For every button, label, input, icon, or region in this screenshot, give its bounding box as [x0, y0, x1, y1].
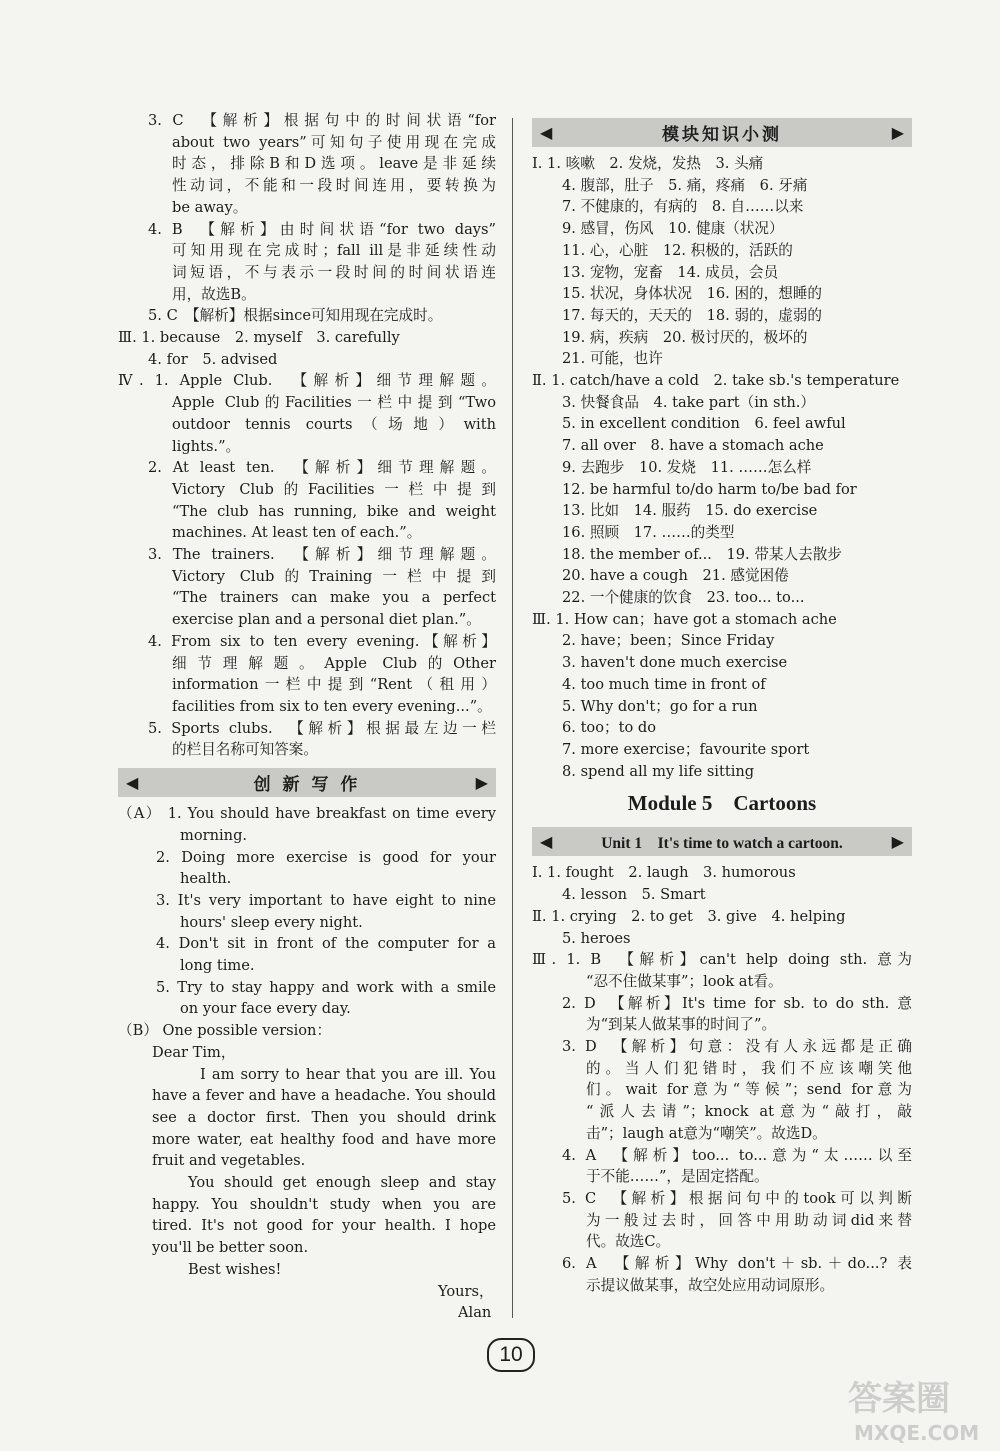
text-line: 9. 去跑步 10. 发烧 11. ……怎么样 [562, 458, 812, 476]
text-line: 6. A 【解析】Why don't＋sb.＋do...? 表 [562, 1255, 912, 1273]
text-line: 时态，排除B和D选项。leave是非延续 [172, 155, 496, 173]
triangle-right-icon: ▶ [475, 773, 488, 793]
text-line: 4. B 【解析】由时间状语“for two days” [148, 220, 496, 238]
text-line: 4. too much time in front of [562, 675, 766, 693]
section-banner-quiz [532, 118, 912, 147]
answers-section-top [118, 110, 496, 761]
text-line: 5. C 【解析】根据问句中的took可以判断 [562, 1189, 912, 1207]
text-line: （B） One possible version： [118, 1022, 332, 1040]
text-line: you'll be better soon. [152, 1239, 309, 1257]
text-line: 5. in excellent condition 6. feel awful [562, 415, 846, 433]
text-line: Ⅰ. 1. fought 2. laugh 3. humorous [532, 864, 796, 882]
text-line: 5. heroes [562, 929, 631, 947]
text-line: 2. D 【解析】It's time for sb. to do sth. 意 [562, 994, 912, 1012]
banner-title: 创 新 写 作 [253, 775, 361, 796]
text-line: （A） 1. You should have breakfast on time every [118, 805, 496, 823]
unit-answers [532, 862, 912, 1296]
writing-section [118, 803, 496, 1324]
text-line: 17. 每天的，天天的 18. 弱的，虚弱的 [562, 306, 823, 324]
svg-text:答案圈: 答案圈 [848, 1379, 950, 1419]
text-line: health. [180, 870, 232, 888]
text-line: Ⅲ. 1. How can；have got a stomach ache [532, 610, 837, 628]
text-line: 4. A 【解析】too... to...意为“太……以至 [562, 1146, 912, 1164]
text-line: 4. for 5. advised [148, 350, 278, 368]
text-line: 的。当人们犯错时，我们不应该嘲笑他 [586, 1059, 912, 1077]
text-line: on your face every day. [180, 1000, 351, 1018]
text-line: I am sorry to hear that you are ill. You [200, 1065, 496, 1083]
text-line: 为“到某人做某事的时间了”。 [586, 1016, 777, 1034]
text-line: lights.”。 [172, 437, 241, 455]
text-line: 20. have a cough 21. 感觉困倦 [562, 567, 789, 585]
text-line: 词短语，不与表示一段时间的时间状语连 [172, 263, 496, 281]
text-line: 3. D 【解析】句意：没有人永远都是正确 [562, 1038, 912, 1056]
text-line: 3. The trainers. 【解析】细节理解题。 [148, 546, 496, 564]
text-line: 性动词，不能和一段时间连用，要转换为 [172, 177, 496, 195]
text-line: 7. all over 8. have a stomach ache [562, 437, 824, 455]
text-line: 11. 心，心脏 12. 积极的，活跃的 [562, 241, 793, 259]
text-line: You should get enough sleep and stay [188, 1174, 496, 1192]
text-line: 22. 一个健康的饮食 23. too... to... [562, 589, 805, 607]
text-line: 们。wait for意为“等候”；send for意为 [586, 1081, 912, 1099]
text-line: Yours， [438, 1282, 494, 1300]
text-line: 8. spend all my life sitting [562, 762, 755, 780]
text-line: 6. too；to do [562, 719, 657, 737]
quiz-answers [532, 153, 912, 782]
text-line: 5. Why don't；go for a run [562, 697, 758, 715]
text-line: 示提议做某事，故空处应用动词原形。 [586, 1276, 835, 1294]
text-line: 19. 病，疾病 20. 极讨厌的，极坏的 [562, 328, 808, 346]
text-line: “忍不住做某事”；look at看。 [586, 972, 783, 990]
left-column [118, 110, 496, 1324]
text-line: be away。 [172, 198, 248, 216]
text-line: see a doctor first. Then you should drink [152, 1108, 496, 1126]
text-line: fruit and vegetables. [152, 1152, 306, 1170]
column-divider [512, 118, 513, 1318]
text-line: 4. 腹部，肚子 5. 痛，疼痛 6. 牙痛 [562, 176, 808, 194]
text-line: 可知用现在完成时；fall ill是非延续性动 [172, 242, 496, 260]
text-line: Apple Club的Facilities一栏中提到“Two [172, 394, 496, 412]
watermark-logo [840, 1368, 990, 1448]
text-line: Ⅳ. 1. Apple Club. 【解析】细节理解题。 [118, 372, 496, 390]
text-line: 16. 照顾 17. ……的类型 [562, 523, 735, 541]
text-line: more water, eat healthy food and have more [152, 1130, 496, 1148]
svg-text:MXQE.COM: MXQE.COM [854, 1421, 980, 1445]
text-line: 3. It's very important to have eight to nine [156, 891, 496, 909]
text-line: outdoor tennis courts（场地）with [172, 415, 496, 433]
text-line: 4. Don't sit in front of the computer for a [156, 935, 496, 953]
text-line: Victory Club的Facilities一栏中提到 [172, 480, 496, 498]
text-line: 15. 状况，身体状况 16. 困的，想睡的 [562, 285, 823, 303]
text-line: 7. 不健康的，有病的 8. 自……以来 [562, 198, 804, 216]
text-line: tired. It's not good for your health. I hope [152, 1217, 496, 1235]
text-line: 3. C 【解析】根据句中的时间状语“for [148, 112, 496, 129]
text-line: 9. 感冒，伤风 10. 健康（状况） [562, 220, 784, 238]
text-line: about two years”可知句子使用现在完成 [172, 133, 496, 151]
text-line: 的栏目名称可知答案。 [172, 741, 318, 759]
text-line: 细节理解题。Apple Club的Other [172, 654, 496, 672]
text-line: 2. Doing more exercise is good for your [156, 848, 496, 866]
text-line: 5. Sports clubs. 【解析】根据最左边一栏 [148, 719, 496, 737]
text-line: “The trainers can make you a perfect [172, 589, 496, 607]
banner-title: 模块知识小测 [662, 125, 782, 145]
text-line: 5. C 【解析】根据since可知用现在完成时。 [148, 307, 443, 325]
text-line: Best wishes! [188, 1260, 282, 1278]
triangle-right-icon: ▶ [891, 833, 904, 851]
text-line: long time. [180, 957, 255, 975]
text-line: Ⅱ. 1. crying 2. to get 3. give 4. helping [532, 907, 846, 925]
text-line: Ⅲ. 1. B 【解析】can't help doing sth. 意为 [532, 951, 912, 969]
text-line: happy. You shouldn't study when you are [152, 1195, 496, 1213]
text-line: 2. have；been；Since Friday [562, 632, 775, 650]
text-line: 4. lesson 5. Smart [562, 886, 706, 904]
text-line: morning. [180, 826, 248, 844]
unit-banner [532, 827, 912, 856]
text-line: 4. From six to ten every evening.【解析】 [148, 632, 496, 650]
text-line: “The club has running, bike and weight [172, 502, 496, 520]
triangle-left-icon: ◀ [126, 773, 139, 793]
triangle-left-icon: ◀ [540, 833, 553, 851]
unit-title: Unit 1 It's time to watch a cartoon. [601, 834, 843, 852]
text-line: 3. 快餐食品 4. take part（in sth.） [562, 393, 815, 411]
text-line: Victory Club的Training一栏中提到 [172, 567, 496, 585]
text-line: “派人去请”；knock at意为“敲打，敲 [586, 1103, 912, 1121]
section-banner-writing [118, 768, 496, 797]
text-line: 击”；laugh at意为“嘲笑”。故选D。 [586, 1124, 827, 1142]
text-line: Ⅱ. 1. catch/have a cold 2. take sb.'s temperature [532, 372, 900, 390]
text-line: Ⅲ. 1. because 2. myself 3. carefully [118, 329, 400, 347]
text-line: Alan [458, 1304, 492, 1322]
text-line: information一栏中提到“Rent（租用） [172, 676, 496, 694]
text-line: 3. haven't done much exercise [562, 654, 788, 672]
text-line: exercise plan and a personal diet plan.”。 [172, 611, 481, 629]
text-line: 为一般过去时，回答中用助动词did来替 [586, 1211, 912, 1229]
text-line: hours' sleep every night. [180, 913, 363, 931]
text-line: 18. the member of... 19. 带某人去散步 [562, 545, 842, 563]
triangle-right-icon: ▶ [891, 123, 904, 142]
right-column [532, 110, 912, 1296]
text-line: facilities from six to ten every evening...”。 [172, 697, 492, 715]
text-line: have a fever and have a headache. You should [152, 1087, 496, 1105]
text-line: 代。故选C。 [586, 1233, 671, 1251]
text-line: 5. Try to stay happy and work with a smile [156, 978, 496, 996]
text-line: 7. more exercise；favourite sport [562, 740, 810, 758]
text-line: 13. 比如 14. 服药 15. do exercise [562, 502, 818, 520]
text-line: Ⅰ. 1. 咳嗽 2. 发烧，发热 3. 头痛 [532, 155, 764, 172]
text-line: 13. 宠物，宠畜 14. 成员，会员 [562, 263, 779, 281]
text-line: 于不能……”，是固定搭配。 [586, 1168, 769, 1186]
text-line: 2. At least ten. 【解析】细节理解题。 [148, 459, 496, 477]
text-line: 21. 可能，也许 [562, 350, 663, 368]
text-line: 用，故选B。 [172, 285, 256, 303]
text-line: 12. be harmful to/do harm to/be bad for [562, 480, 857, 498]
text-line: machines. At least ten of each.”。 [172, 524, 422, 542]
module-title: Module 5 Cartoons [627, 791, 817, 816]
triangle-left-icon: ◀ [540, 123, 553, 142]
text-line: Dear Tim， [152, 1043, 236, 1061]
page-number: 10 [487, 1338, 535, 1372]
